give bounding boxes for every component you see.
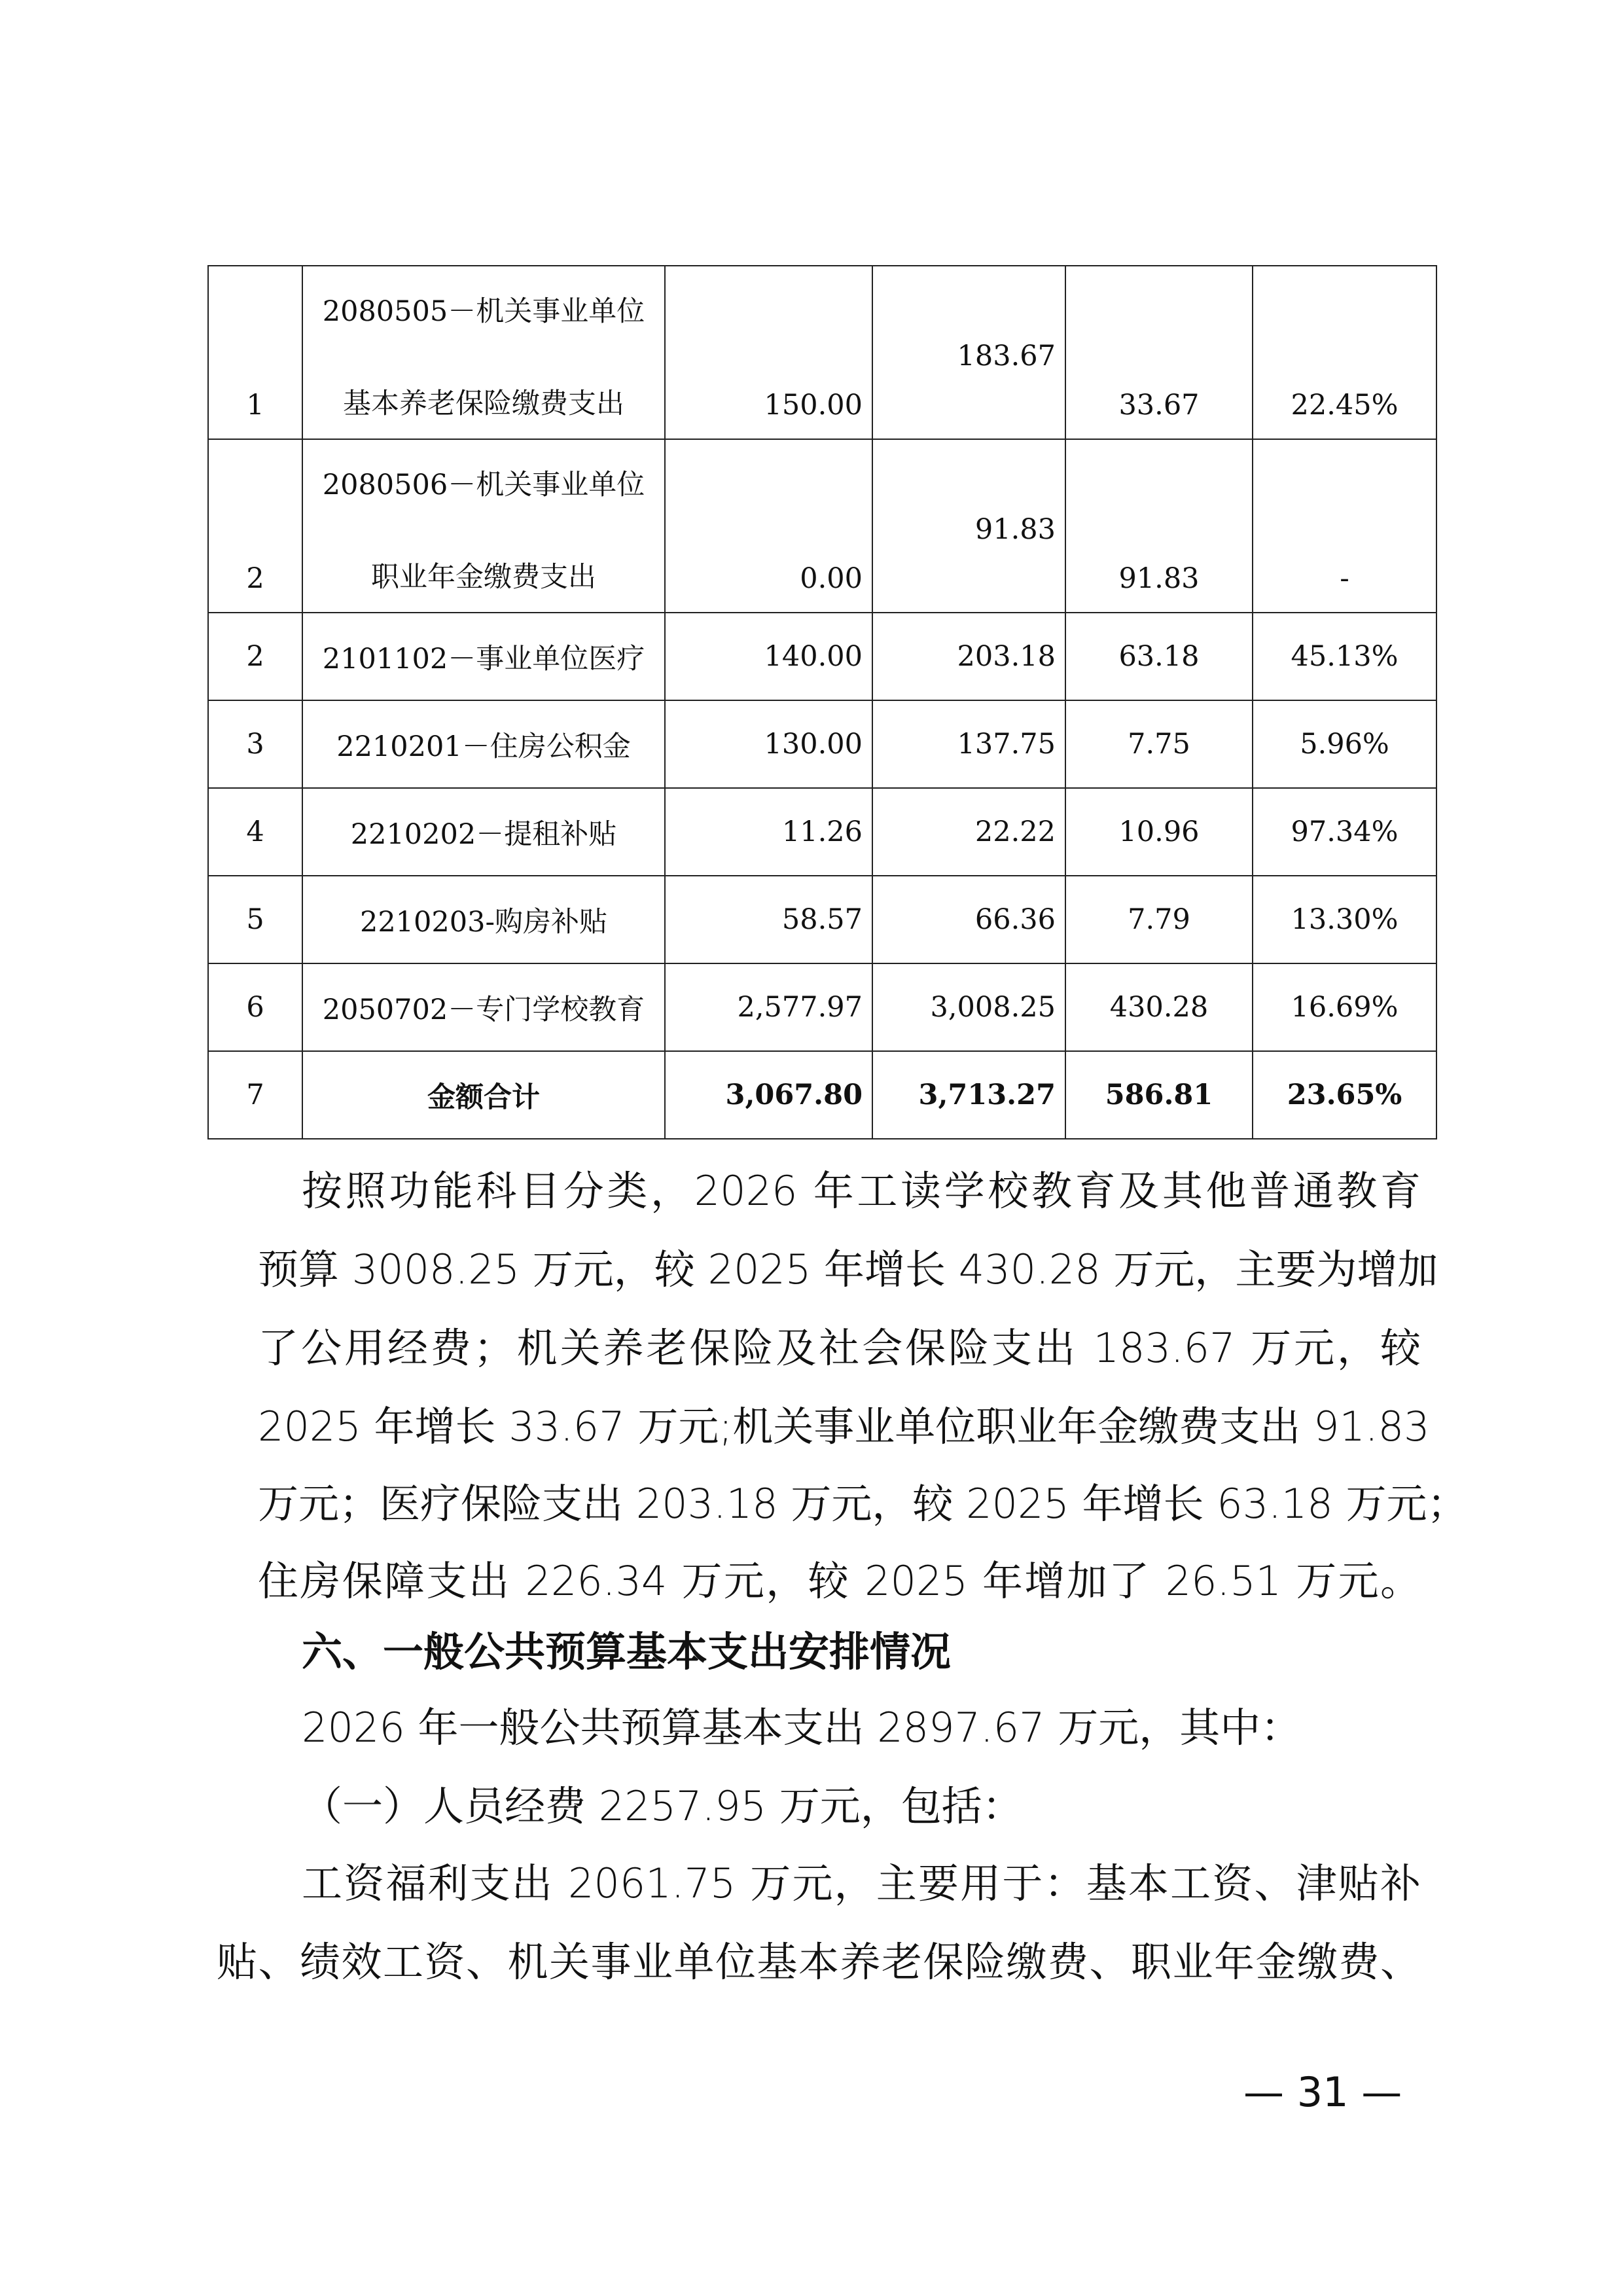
item-name: 2210201－住房公积金 [302,700,665,788]
table-row [208,963,1436,1051]
value-diff: 63.18 [1065,613,1253,700]
value-2025: 150.00 [665,266,872,439]
table-row [208,876,1436,963]
row-number: 2 [208,613,302,700]
section-heading: 六、一般公共预算基本支出安排情况 [302,1628,952,1676]
value-2025: 3,067.80 [665,1051,872,1139]
value-rate: 22.45% [1253,266,1436,439]
paragraph-line: 预算 3008.25 万元，较 2025 年增长 430.28 万元，主要为增加 [258,1246,1438,1293]
item-name-line1: 2080505－机关事业单位 [322,295,645,328]
item-name: 2210203-购房补贴 [302,876,665,963]
value-rate: - [1253,439,1436,613]
budget-table [207,265,1437,1139]
value-2025: 0.00 [665,439,872,613]
value-2025: 140.00 [665,613,872,700]
item-name: 金额合计 [302,1051,665,1139]
paragraph-line: 按照功能科目分类，2026 年工读学校教育及其他普通教育 [302,1167,1421,1215]
value-diff: 586.81 [1065,1051,1253,1139]
paragraph-line: 2025 年增长 33.67 万元;机关事业单位职业年金缴费支出 91.83 [258,1403,1430,1450]
paragraph-line: 贴、绩效工资、机关事业单位基本养老保险缴费、职业年金缴费、 [217,1938,1421,1986]
paragraph-line: 万元；医疗保险支出 203.18 万元，较 2025 年增长 63.18 万元； [258,1480,1468,1528]
value-2026: 22.22 [872,788,1065,876]
value-2026: 203.18 [872,613,1065,700]
item-name-line2: 基本养老保险缴费支出 [343,387,624,420]
value-diff: 91.83 [1065,439,1253,613]
value-2026: 3,713.27 [872,1051,1065,1139]
paragraph-line: （一）人员经费 2257.95 万元，包括： [302,1782,1023,1830]
row-number: 6 [208,963,302,1051]
value-rate: 13.30% [1253,876,1436,963]
item-name: 2101102－事业单位医疗 [302,613,665,700]
value-rate: 97.34% [1253,788,1436,876]
row-number: 5 [208,876,302,963]
page-number: — 31 — [1243,2068,1402,2116]
row-number: 2 [208,439,302,613]
table-row [208,266,1436,439]
value-diff: 33.67 [1065,266,1253,439]
paragraph-line: 住房保障支出 226.34 万元，较 2025 年增加了 26.51 万元。 [258,1557,1421,1605]
value-2026: 91.83 [872,439,1065,613]
value-rate: 23.65% [1253,1051,1436,1139]
value-2026: 3,008.25 [872,963,1065,1051]
value-rate: 16.69% [1253,963,1436,1051]
table-total-row [208,1051,1436,1139]
table-row [208,788,1436,876]
table-row [208,439,1436,613]
table-row [208,613,1436,700]
item-name [302,266,665,439]
item-name [302,439,665,613]
paragraph-line: 2026 年一般公共预算基本支出 2897.67 万元，其中： [302,1704,1302,1751]
value-2025: 2,577.97 [665,963,872,1051]
value-diff: 430.28 [1065,963,1253,1051]
value-diff: 10.96 [1065,788,1253,876]
item-name: 2210202－提租补贴 [302,788,665,876]
row-number: 3 [208,700,302,788]
value-2026: 66.36 [872,876,1065,963]
item-name: 2050702－专门学校教育 [302,963,665,1051]
value-2025: 58.57 [665,876,872,963]
value-2025: 11.26 [665,788,872,876]
value-2025: 130.00 [665,700,872,788]
item-name-line1: 2080506－机关事业单位 [322,469,645,501]
paragraph-line: 工资福利支出 2061.75 万元，主要用于：基本工资、津贴补 [302,1859,1421,1907]
paragraph-line: 了公用经费；机关养老保险及社会保险支出 183.67 万元，较 [258,1324,1421,1372]
value-diff: 7.75 [1065,700,1253,788]
value-diff: 7.79 [1065,876,1253,963]
value-2026: 137.75 [872,700,1065,788]
row-number: 4 [208,788,302,876]
value-rate: 5.96% [1253,700,1436,788]
value-2026: 183.67 [872,266,1065,439]
table-row [208,700,1436,788]
row-number: 1 [208,266,302,439]
value-rate: 45.13% [1253,613,1436,700]
row-number: 7 [208,1051,302,1139]
item-name-line2: 职业年金缴费支出 [371,561,596,594]
